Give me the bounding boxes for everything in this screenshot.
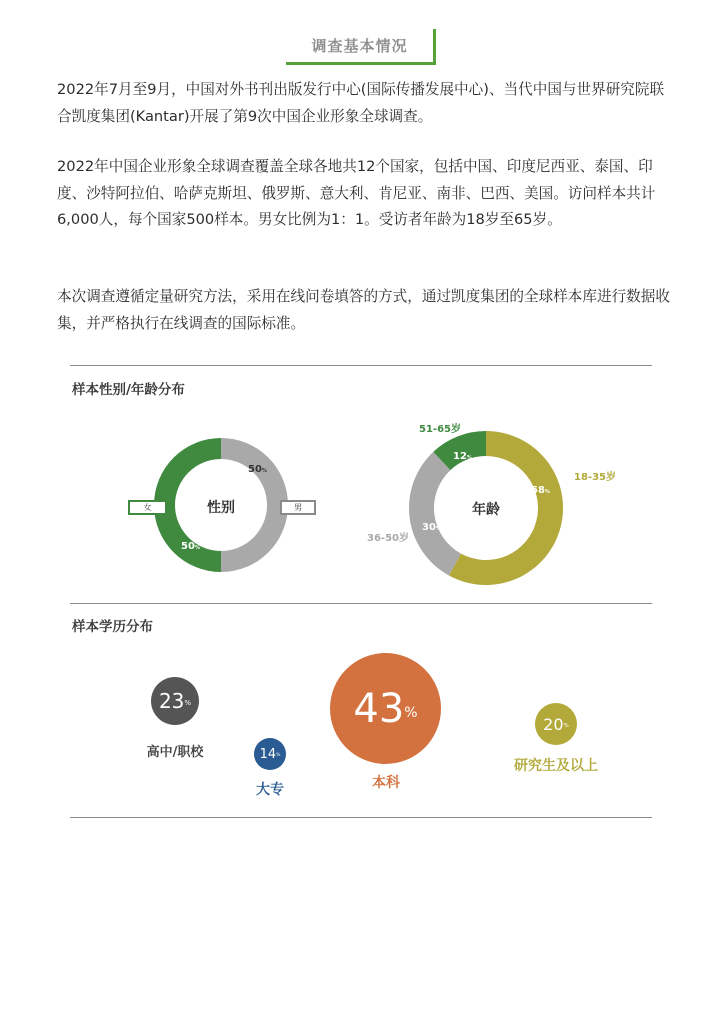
- edu-college-bubble: [254, 738, 286, 770]
- method-paragraph: 本次调查遵循定量研究方法，采用在线问卷填答的方式，通过凯度集团的全球样本库进行数据收集，并严格执行在线调查的国际标准。: [57, 288, 670, 332]
- edu-college-unit: %: [276, 753, 281, 759]
- age-center-label: 年龄: [472, 502, 500, 518]
- age-donut-chart: [409, 431, 563, 585]
- divider-middle: [70, 603, 652, 604]
- intro-paragraph: 2022年7月至9月，中国对外书刊出版发行中心(国际传播发展中心)、当代中国与世界研究院联合凯度集团(Kantar)开展了第9次中国企业形象全球调查。: [57, 81, 665, 125]
- gender-donut-chart: [154, 438, 288, 572]
- edu-postgrad-bubble: [535, 703, 577, 745]
- section-title-tab: [286, 29, 436, 65]
- divider-top: [70, 365, 652, 366]
- edu-postgrad-unit: %: [563, 722, 569, 729]
- page-title: 调查基本情况: [311, 37, 408, 55]
- edu-postgrad-label: 研究生及以上: [514, 758, 598, 774]
- age-18-35-value: 58%: [531, 485, 550, 496]
- edu-college-label: 大专: [256, 782, 284, 798]
- edu-highschool-label: 高中/职校: [146, 745, 204, 760]
- gender-female-value: 50%: [181, 541, 200, 552]
- gender-male-value: 50%: [248, 464, 267, 475]
- education-section-title: 样本学历分布: [72, 619, 153, 635]
- gender-center-label: 性别: [207, 500, 235, 516]
- age-36-50-label: 36-50岁: [367, 533, 409, 544]
- age-51-65-label: 51-65岁: [419, 424, 461, 435]
- legend-male: 男: [280, 500, 316, 515]
- edu-highschool-value: 23: [158, 689, 185, 713]
- edu-bachelor-bubble: [330, 653, 441, 764]
- age-36-50-value: 30%: [422, 522, 441, 533]
- age-51-65-value: 12%: [453, 451, 472, 462]
- edu-bachelor-unit: %: [404, 705, 418, 722]
- age-slice-36-50: [409, 452, 461, 576]
- edu-bachelor-label: 本科: [372, 775, 400, 791]
- divider-bottom: [70, 817, 652, 818]
- edu-college-value: 14: [259, 746, 277, 762]
- edu-postgrad-value: 20: [543, 714, 564, 734]
- scope-paragraph: 2022年中国企业形象全球调查覆盖全球各地共12个国家，包括中国、印度尼西亚、泰国、印度、沙特阿拉伯、哈萨克斯坦、俄罗斯、意大利、肯尼亚、南非、巴西、美国。访问样本共计6,000人，每个国家500样本。男女比例为1：1。受访者年龄为18岁至65岁。: [57, 158, 656, 228]
- edu-bachelor-value: 43: [353, 685, 405, 732]
- edu-highschool-unit: %: [184, 699, 192, 708]
- legend-female: 女: [128, 500, 167, 515]
- edu-highschool-bubble: [151, 677, 199, 725]
- age-18-35-label: 18-35岁: [574, 472, 616, 483]
- gender-age-section-title: 样本性别/年龄分布: [72, 382, 185, 398]
